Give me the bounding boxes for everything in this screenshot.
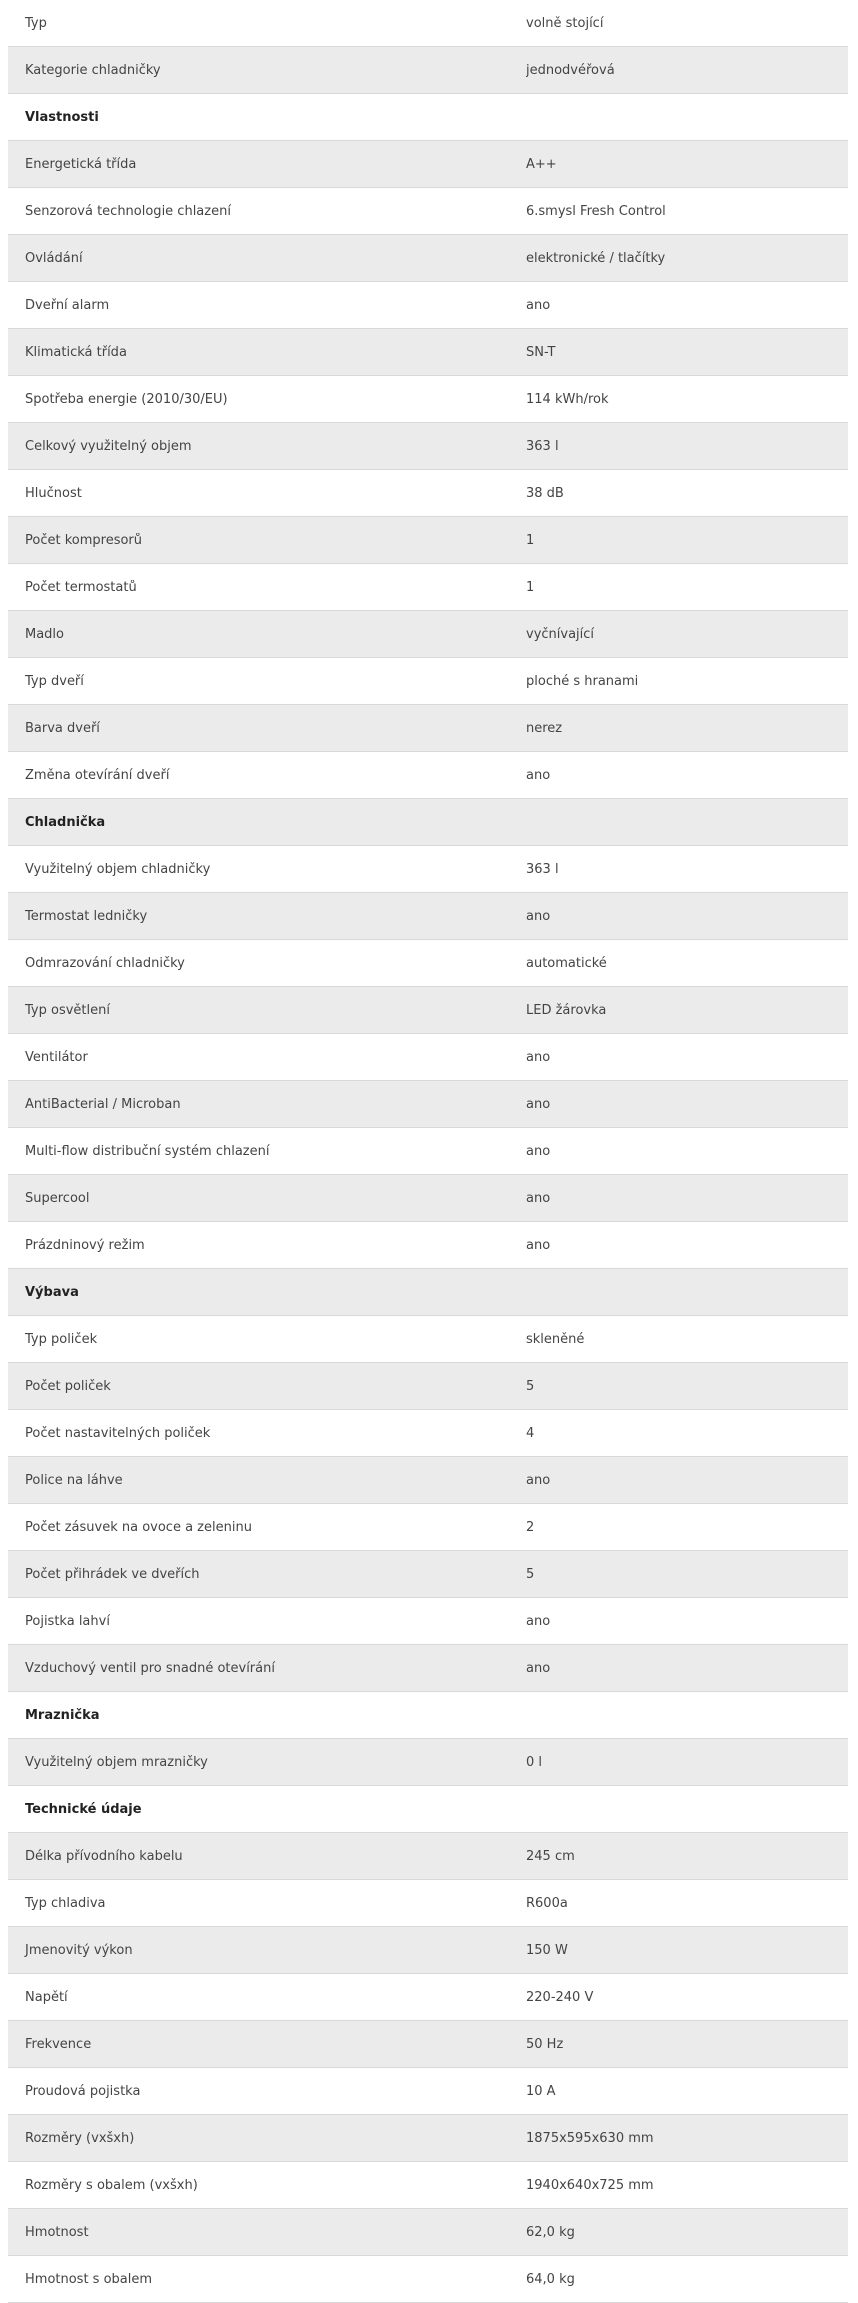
spec-label: Počet zásuvek na ovoce a zeleninu bbox=[25, 1519, 252, 1535]
section-title: Vlastnosti bbox=[25, 109, 99, 125]
spec-label: Proudová pojistka bbox=[25, 2083, 141, 2099]
spec-label: Kategorie chladničky bbox=[25, 62, 161, 78]
spec-row bbox=[8, 846, 848, 893]
spec-row bbox=[8, 1645, 848, 1692]
spec-row bbox=[8, 235, 848, 282]
spec-row bbox=[8, 2256, 848, 2303]
spec-value: SN-T bbox=[526, 344, 556, 360]
spec-row bbox=[8, 1974, 848, 2021]
section-title: Mraznička bbox=[25, 1707, 100, 1723]
spec-value: vyčnívající bbox=[526, 626, 595, 642]
spec-value: 245 cm bbox=[526, 1848, 575, 1864]
spec-value: 220-240 V bbox=[526, 1989, 594, 2005]
section-header-row bbox=[8, 1786, 848, 1833]
spec-row bbox=[8, 1222, 848, 1269]
spec-value: 1875x595x630 mm bbox=[526, 2130, 654, 2146]
spec-row bbox=[8, 1410, 848, 1457]
spec-row bbox=[8, 2115, 848, 2162]
spec-row bbox=[8, 1833, 848, 1880]
spec-value: ano bbox=[526, 1096, 551, 1112]
spec-value: ano bbox=[526, 767, 551, 783]
spec-label: Multi-flow distribuční systém chlazení bbox=[25, 1143, 270, 1159]
spec-value: ano bbox=[526, 297, 551, 313]
spec-label: Prázdninový režim bbox=[25, 1237, 145, 1253]
spec-row bbox=[8, 658, 848, 705]
spec-label: Pojistka lahví bbox=[25, 1613, 110, 1629]
spec-label: Rozměry s obalem (vxšxh) bbox=[25, 2177, 198, 2193]
spec-label: Typ poliček bbox=[25, 1331, 98, 1347]
spec-row bbox=[8, 987, 848, 1034]
spec-value: 62,0 kg bbox=[526, 2224, 575, 2240]
spec-value: A++ bbox=[526, 156, 557, 172]
spec-row bbox=[8, 517, 848, 564]
spec-label: Počet přihrádek ve dveřích bbox=[25, 1566, 200, 1582]
spec-row bbox=[8, 1598, 848, 1645]
spec-row bbox=[8, 1175, 848, 1222]
spec-label: Počet kompresorů bbox=[25, 532, 143, 548]
section-title: Výbava bbox=[25, 1284, 79, 1300]
spec-label: Madlo bbox=[25, 626, 64, 642]
section-title: Chladnička bbox=[25, 814, 106, 830]
spec-row bbox=[8, 0, 848, 47]
spec-row bbox=[8, 423, 848, 470]
spec-label: Hlučnost bbox=[25, 485, 82, 501]
spec-value: 150 W bbox=[526, 1942, 568, 1958]
spec-label: AntiBacterial / Microban bbox=[25, 1096, 181, 1112]
section-header-row bbox=[8, 94, 848, 141]
spec-value: ano bbox=[526, 1049, 551, 1065]
spec-label: Ventilátor bbox=[25, 1049, 88, 1065]
spec-value: 363 l bbox=[526, 861, 559, 877]
spec-value: ano bbox=[526, 1143, 551, 1159]
spec-value: skleněné bbox=[526, 1331, 585, 1347]
spec-row bbox=[8, 1504, 848, 1551]
spec-label: Jmenovitý výkon bbox=[25, 1942, 133, 1958]
spec-value: 5 bbox=[526, 1566, 535, 1582]
spec-value: ano bbox=[526, 1237, 551, 1253]
spec-value: ano bbox=[526, 1472, 551, 1488]
spec-row bbox=[8, 188, 848, 235]
spec-label: Odmrazování chladničky bbox=[25, 955, 185, 971]
spec-row bbox=[8, 893, 848, 940]
spec-label: Rozměry (vxšxh) bbox=[25, 2130, 135, 2146]
spec-row bbox=[8, 1551, 848, 1598]
spec-value: 10 A bbox=[526, 2083, 556, 2099]
spec-value: ploché s hranami bbox=[526, 673, 639, 689]
spec-row bbox=[8, 2209, 848, 2256]
spec-label: Typ dveří bbox=[25, 673, 84, 689]
spec-label: Typ bbox=[25, 15, 47, 31]
section-header-row bbox=[8, 1692, 848, 1739]
spec-row bbox=[8, 470, 848, 517]
spec-row bbox=[8, 1457, 848, 1504]
spec-label: Napětí bbox=[25, 1989, 68, 2005]
spec-label: Senzorová technologie chlazení bbox=[25, 203, 231, 219]
spec-label: Hmotnost bbox=[25, 2224, 89, 2240]
spec-value: elektronické / tlačítky bbox=[526, 250, 666, 266]
spec-value: 50 Hz bbox=[526, 2036, 564, 2052]
spec-value: 38 dB bbox=[526, 485, 564, 501]
spec-row bbox=[8, 1128, 848, 1175]
spec-row bbox=[8, 1034, 848, 1081]
spec-row bbox=[8, 564, 848, 611]
spec-value: LED žárovka bbox=[526, 1002, 607, 1018]
spec-value: 363 l bbox=[526, 438, 559, 454]
spec-label: Vzduchový ventil pro snadné otevírání bbox=[25, 1660, 275, 1676]
spec-label: Klimatická třída bbox=[25, 344, 127, 360]
spec-value: 1 bbox=[526, 579, 535, 595]
spec-row bbox=[8, 329, 848, 376]
spec-row bbox=[8, 282, 848, 329]
spec-label: Spotřeba energie (2010/30/EU) bbox=[25, 391, 228, 407]
spec-value: 6.smysl Fresh Control bbox=[526, 203, 666, 219]
spec-value: 0 l bbox=[526, 1754, 543, 1770]
spec-label: Dveřní alarm bbox=[25, 297, 110, 313]
spec-label: Délka přívodního kabelu bbox=[25, 1848, 183, 1864]
spec-value: ano bbox=[526, 1190, 551, 1206]
spec-label: Barva dveří bbox=[25, 720, 100, 736]
spec-label: Počet poliček bbox=[25, 1378, 111, 1394]
spec-row bbox=[8, 752, 848, 799]
spec-value: R600a bbox=[526, 1895, 568, 1911]
section-header-row bbox=[8, 799, 848, 846]
spec-label: Hmotnost s obalem bbox=[25, 2271, 153, 2287]
spec-label: Celkový využitelný objem bbox=[25, 438, 192, 454]
spec-label: Frekvence bbox=[25, 2036, 92, 2052]
section-header-row bbox=[8, 1269, 848, 1316]
spec-value: 5 bbox=[526, 1378, 535, 1394]
spec-value: 114 kWh/rok bbox=[526, 391, 609, 407]
spec-value: 1940x640x725 mm bbox=[526, 2177, 654, 2193]
spec-row bbox=[8, 2162, 848, 2209]
spec-value: jednodvéřová bbox=[526, 62, 615, 78]
spec-row bbox=[8, 1081, 848, 1128]
spec-label: Supercool bbox=[25, 1190, 90, 1206]
spec-value: nerez bbox=[526, 720, 563, 736]
spec-value: ano bbox=[526, 1613, 551, 1629]
spec-row bbox=[8, 1316, 848, 1363]
spec-value: 1 bbox=[526, 532, 535, 548]
spec-value: volně stojící bbox=[526, 15, 604, 31]
spec-row bbox=[8, 611, 848, 658]
spec-value: 4 bbox=[526, 1425, 535, 1441]
spec-row bbox=[8, 940, 848, 987]
spec-label: Termostat ledničky bbox=[25, 908, 148, 924]
spec-row bbox=[8, 1880, 848, 1927]
spec-row bbox=[8, 2068, 848, 2115]
spec-row bbox=[8, 141, 848, 188]
spec-label: Počet nastavitelných poliček bbox=[25, 1425, 211, 1441]
spec-value: 2 bbox=[526, 1519, 535, 1535]
spec-label: Energetická třída bbox=[25, 156, 137, 172]
spec-row bbox=[8, 1739, 848, 1786]
spec-table bbox=[8, 0, 848, 2303]
spec-label: Počet termostatů bbox=[25, 579, 137, 595]
spec-label: Změna otevírání dveří bbox=[25, 767, 170, 783]
section-title: Technické údaje bbox=[25, 1801, 142, 1817]
spec-row bbox=[8, 376, 848, 423]
spec-row bbox=[8, 1927, 848, 1974]
spec-label: Typ osvětlení bbox=[25, 1002, 110, 1018]
spec-label: Ovládání bbox=[25, 250, 83, 266]
spec-label: Využitelný objem mrazničky bbox=[25, 1754, 208, 1770]
spec-label: Typ chladiva bbox=[25, 1895, 106, 1911]
spec-row bbox=[8, 2021, 848, 2068]
spec-row bbox=[8, 705, 848, 752]
spec-value: automatické bbox=[526, 955, 607, 971]
spec-row bbox=[8, 1363, 848, 1410]
spec-value: 64,0 kg bbox=[526, 2271, 575, 2287]
spec-label: Využitelný objem chladničky bbox=[25, 861, 211, 877]
spec-row bbox=[8, 47, 848, 94]
spec-value: ano bbox=[526, 1660, 551, 1676]
spec-label: Police na láhve bbox=[25, 1472, 123, 1488]
spec-value: ano bbox=[526, 908, 551, 924]
